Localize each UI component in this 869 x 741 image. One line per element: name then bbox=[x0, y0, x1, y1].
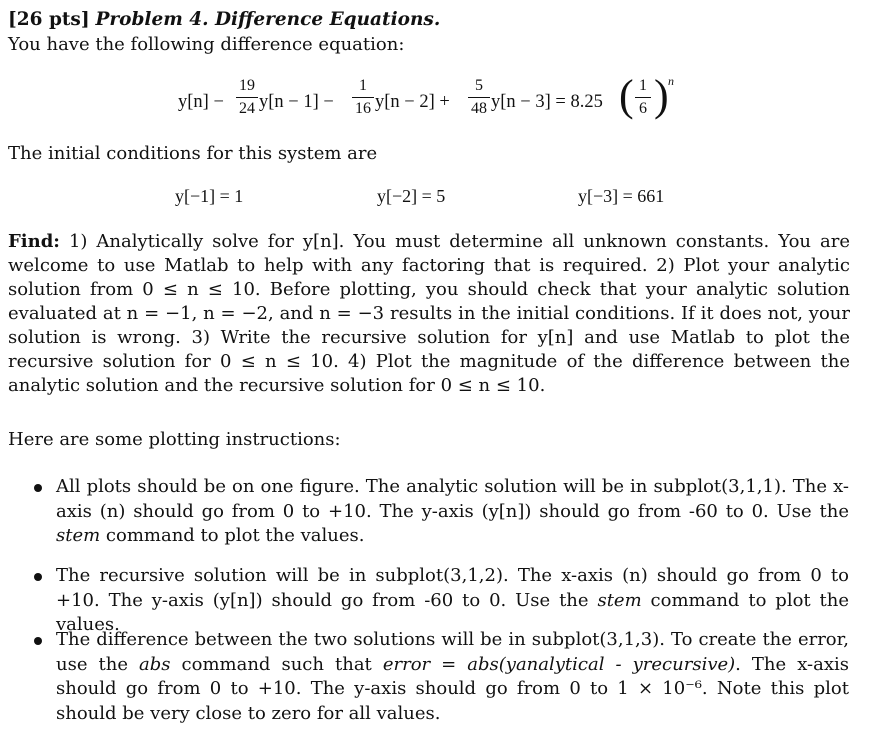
bullet-3-formula: error = abs(yanalytical - yrecursive) bbox=[382, 653, 736, 675]
eq-term-4: y[n − 3] = 8.25 bbox=[491, 92, 603, 112]
bullet-dot bbox=[34, 573, 42, 581]
bullet-3-text-mid: command such that bbox=[170, 653, 383, 675]
bullet-item-1 bbox=[56, 475, 849, 549]
bullet-3-text-end: . The x-axis should go from 0 to +10. The y-axis should go from 0 to 1 × 10⁻⁶. Note this plot should be very close to zero for all values. bbox=[56, 653, 849, 724]
eq-term-1: y[n] − bbox=[178, 92, 224, 112]
eq-coef-1-den: 24 bbox=[239, 100, 255, 117]
fraction-bar bbox=[635, 97, 651, 98]
find-paragraph bbox=[8, 230, 850, 398]
eq-coef-1 bbox=[236, 76, 258, 119]
eq-base-den: 6 bbox=[639, 100, 647, 117]
problem-heading: Problem 4. Difference Equations. bbox=[95, 9, 441, 30]
bullet-1-emphasis: stem bbox=[56, 525, 101, 546]
bullet-2-text: The recursive solution will be in subplot(3,1,2). The x-axis (n) should go from 0 to +10. The y-axis (y[n]) should go from -60 to 0. Use the bbox=[56, 565, 849, 611]
difference-equation bbox=[178, 71, 698, 130]
instructions-heading: Here are some plotting instructions: bbox=[8, 429, 341, 450]
eq-coef-2-den: 16 bbox=[355, 100, 371, 117]
eq-coef-2-num: 1 bbox=[359, 77, 367, 94]
bullet-dot bbox=[34, 637, 42, 645]
initial-conditions-intro: The initial conditions for this system are bbox=[8, 143, 378, 164]
bullet-item-2 bbox=[56, 564, 849, 638]
find-text: 1) Analytically solve for y[n]. You must determine all unknown constants. You are welcome to use Matlab to help with any factoring that is required. 2) Plot your analytic solution from 0 ≤ n ≤ 10. Before plotting, you should check that your analytic solution evaluated at n = −1, n = −2, and n = −3 results in the initial conditions. If it does not, your solution is wrong. 3) Write the recursive solution for y[n] and use Matlab to plot the recursive solution for 0 ≤ n ≤ 10. 4) Plot the magnitude of the difference between the analytic solution and the recursive solution for 0 ≤ n ≤ 10. bbox=[8, 231, 850, 396]
bullet-3-text: The difference between the two solutions will be in subplot(3,1,3). To create the error, use the bbox=[56, 629, 849, 675]
find-label: Find: bbox=[8, 231, 60, 252]
intro-text: You have the following difference equation: bbox=[8, 34, 405, 55]
eq-coef-2 bbox=[352, 76, 374, 119]
eq-term-3: y[n − 2] + bbox=[375, 92, 450, 112]
eq-coef-3 bbox=[468, 76, 490, 119]
bullet-3-emphasis: abs bbox=[139, 653, 171, 675]
fraction-bar bbox=[236, 97, 258, 98]
eq-base-num: 1 bbox=[639, 77, 647, 94]
bullet-dot bbox=[34, 484, 42, 492]
points-label: [26 pts] bbox=[8, 9, 90, 30]
left-paren: ( bbox=[619, 71, 634, 120]
bullet-2-emphasis: stem bbox=[597, 589, 642, 611]
bullet-item-3 bbox=[56, 628, 849, 726]
fraction-bar bbox=[352, 97, 374, 98]
eq-term-2: y[n − 1] − bbox=[259, 92, 334, 112]
initial-condition-2: y[−2] = 5 bbox=[377, 186, 446, 206]
initial-condition-3: y[−3] = 661 bbox=[578, 186, 665, 206]
eq-coef-1-num: 19 bbox=[239, 77, 255, 94]
eq-coef-3-num: 5 bbox=[475, 77, 483, 94]
bullet-1-text: All plots should be on one figure. The analytic solution will be in subplot(3,1,1). The x-axis (n) should go from 0 to +10. The y-axis (y[n]) should go from -60 to 0. Use the bbox=[56, 476, 849, 522]
eq-coef-3-den: 48 bbox=[471, 100, 487, 117]
problem-title bbox=[8, 8, 440, 32]
fraction-bar bbox=[468, 97, 490, 98]
initial-condition-1: y[−1] = 1 bbox=[175, 186, 244, 206]
bullet-1-text-end: command to plot the values. bbox=[100, 525, 365, 546]
bullet-2-text-end: command to plot the values. bbox=[56, 589, 850, 635]
right-paren: ) bbox=[654, 71, 669, 120]
eq-base bbox=[635, 76, 651, 119]
eq-exponent: n bbox=[668, 74, 674, 88]
